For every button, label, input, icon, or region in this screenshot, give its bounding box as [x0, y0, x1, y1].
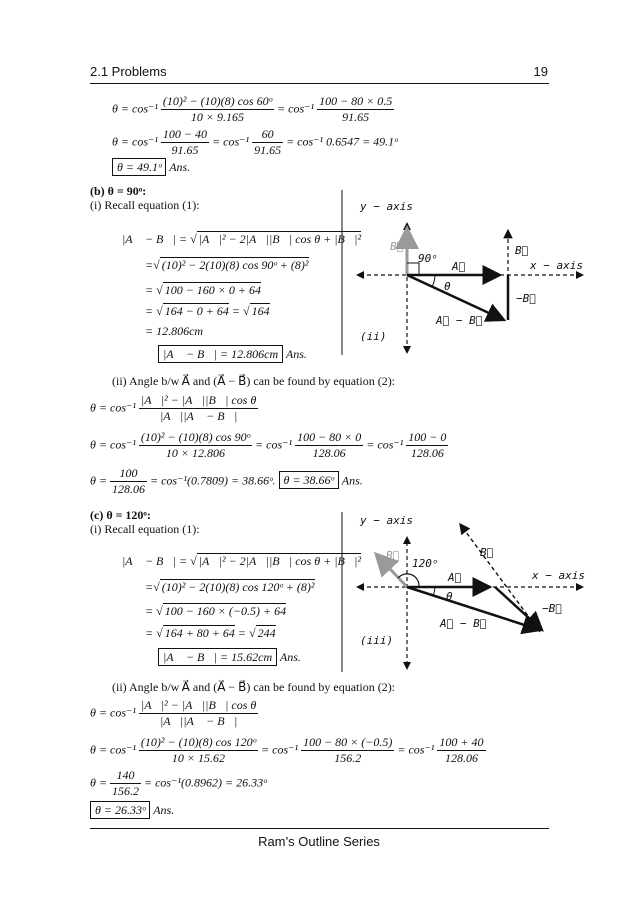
eq-a2: θ = cos⁻¹ $\frac{100 - 40}{91.65}$ = cos⁻¹ $\frac{60}{91.65}$ = cos⁻¹ 0.6547 = 49.1ᵒ — [112, 127, 398, 157]
answer-a: θ = 49.1ᵒ Ans. — [112, 160, 190, 175]
label-a: A⃗ — [452, 260, 466, 273]
eq-c-g2: θ = cos⁻¹ $\frac{\text{(10)² − (10)(8) cos 120ᵒ}}{10 \times 15.62}$ = cos⁻¹ $\frac{100 - 80 \times (-0.5)}{156.2}$ = cos⁻¹ $\frac{100 + 40}{128.06}$ — [90, 735, 484, 765]
label-ghost-b: B⃗ — [390, 240, 404, 253]
footer-series: Ram’s Outline Series — [258, 834, 380, 849]
eq-b-g2: θ = cos⁻¹ $\frac{\text{(10)² − (10)(8) cos 90ᵒ}}{10 \times 12.806}$ = cos⁻¹ $\frac{100 - 80 \times 0}{128.06}$ = cos⁻¹ $\frac{100 - 0}{128.06}$ — [90, 430, 447, 460]
step2-b: (ii) Angle b/w A⃗ and (A⃗ − B⃗) can be found by equation (2): — [112, 374, 396, 388]
label-theta: θ — [444, 280, 451, 293]
step1-b: (i) Recall equation (1): — [90, 198, 200, 212]
eq-c-l2: =√ (10)² − 2(10)(8) cos 120ᵒ + (8)² — [145, 580, 315, 594]
eq-b-l5: = 12.806cm — [145, 324, 204, 338]
label-a-minus-b: A⃗ − B⃗ — [440, 617, 487, 630]
eq-a1: θ = cos⁻¹ $\frac{\text{(10)² − (10)(8) cos 60ᵒ}}{10 \times 9.165}$ = cos⁻¹ $\frac{100 - 80 \times 0.5}{91.65}$ — [112, 94, 393, 124]
label-angle: 90ᵒ — [418, 252, 438, 265]
label-ghost-b: B⃗ — [386, 549, 400, 562]
vector-diagram-ii — [340, 190, 600, 370]
vector-diagram-iii — [340, 512, 600, 682]
answer-c: |A⃗ − B⃗| = 15.62cm Ans. — [158, 650, 301, 665]
eq-b-l3: = √ 100 − 160 × 0 + 64 — [145, 283, 261, 297]
eq-c-l3: = √ 100 − 160 × (−0.5) + 64 — [145, 604, 287, 618]
label-y-axis: y − axis — [360, 200, 413, 213]
label-b: B⃗ — [515, 244, 529, 257]
heading-b: (b) θ = 90ᵒ: — [90, 184, 147, 198]
answer-c2: θ = 26.33ᵒ Ans. — [90, 803, 174, 818]
label-x-axis: x − axis — [532, 569, 585, 582]
eq-b-g3: θ = $\frac{100}{128.06}$ = cos⁻¹(0.7809) = 38.66ᵒ. θ = 38.66ᵒ Ans. — [90, 466, 363, 496]
footer-rule — [90, 828, 549, 829]
page-number: 19 — [533, 64, 548, 79]
eq-b-l2: =√ (10)² − 2(10)(8) cos 90ᵒ + (8)² — [145, 258, 309, 272]
label-theta: θ — [446, 590, 453, 603]
eq-b-l4: = √ 164 − 0 + 64 = √ 164 — [145, 304, 270, 318]
label-b: B⃗ — [480, 546, 494, 559]
eq-c-l1: |A⃗ − B⃗| = √ |A⃗|² − 2|A⃗||B⃗| cos θ + |B⃗|² — [122, 554, 362, 568]
theta-arc — [432, 275, 435, 287]
eq-b-g1: θ = cos⁻¹ $\frac{\text{|A⃗|² − |A⃗||B⃗| cos θ}}{|A⃗||A⃗ - B⃗|}$ — [90, 393, 257, 423]
section-header: 2.1 Problems — [90, 64, 167, 79]
heading-c: (c) θ = 120ᵒ: — [90, 508, 151, 522]
label-angle: 120ᵒ — [412, 557, 439, 570]
label-a: A⃗ — [448, 571, 462, 584]
eq-b-l1: |A⃗ − B⃗| = √ |A⃗|² − 2|A⃗||B⃗| cos θ + |B⃗|² — [122, 232, 362, 246]
label-neg-b: −B⃗ — [516, 292, 536, 305]
label-y-axis: y − axis — [360, 514, 413, 527]
label-neg-b: −B⃗ — [542, 602, 562, 615]
diagram-caption: (iii) — [360, 634, 394, 647]
step2-c: (ii) Angle b/w A⃗ and (A⃗ − B⃗) can be found by equation (2): — [112, 680, 396, 694]
eq-c-g3: θ = $\frac{140}{156.2}$ = cos⁻¹(0.8962) = 26.33ᵒ — [90, 768, 267, 798]
label-x-axis: x − axis — [530, 259, 583, 272]
eq-c-g1: θ = cos⁻¹ $\frac{\text{|A⃗|² − |A⃗||B⃗| cos θ}}{|A⃗||A⃗ - B⃗|}$ — [90, 698, 257, 728]
answer-b: |A⃗ − B⃗| = 12.806cm Ans. — [158, 347, 307, 362]
step1-c: (i) Recall equation (1): — [90, 522, 200, 536]
eq-c-l4: = √ 164 + 80 + 64 = √ 244 — [145, 626, 276, 640]
label-a-minus-b: A⃗ − B⃗ — [436, 314, 483, 327]
header-rule — [90, 83, 549, 84]
diagram-caption: (ii) — [360, 330, 387, 343]
